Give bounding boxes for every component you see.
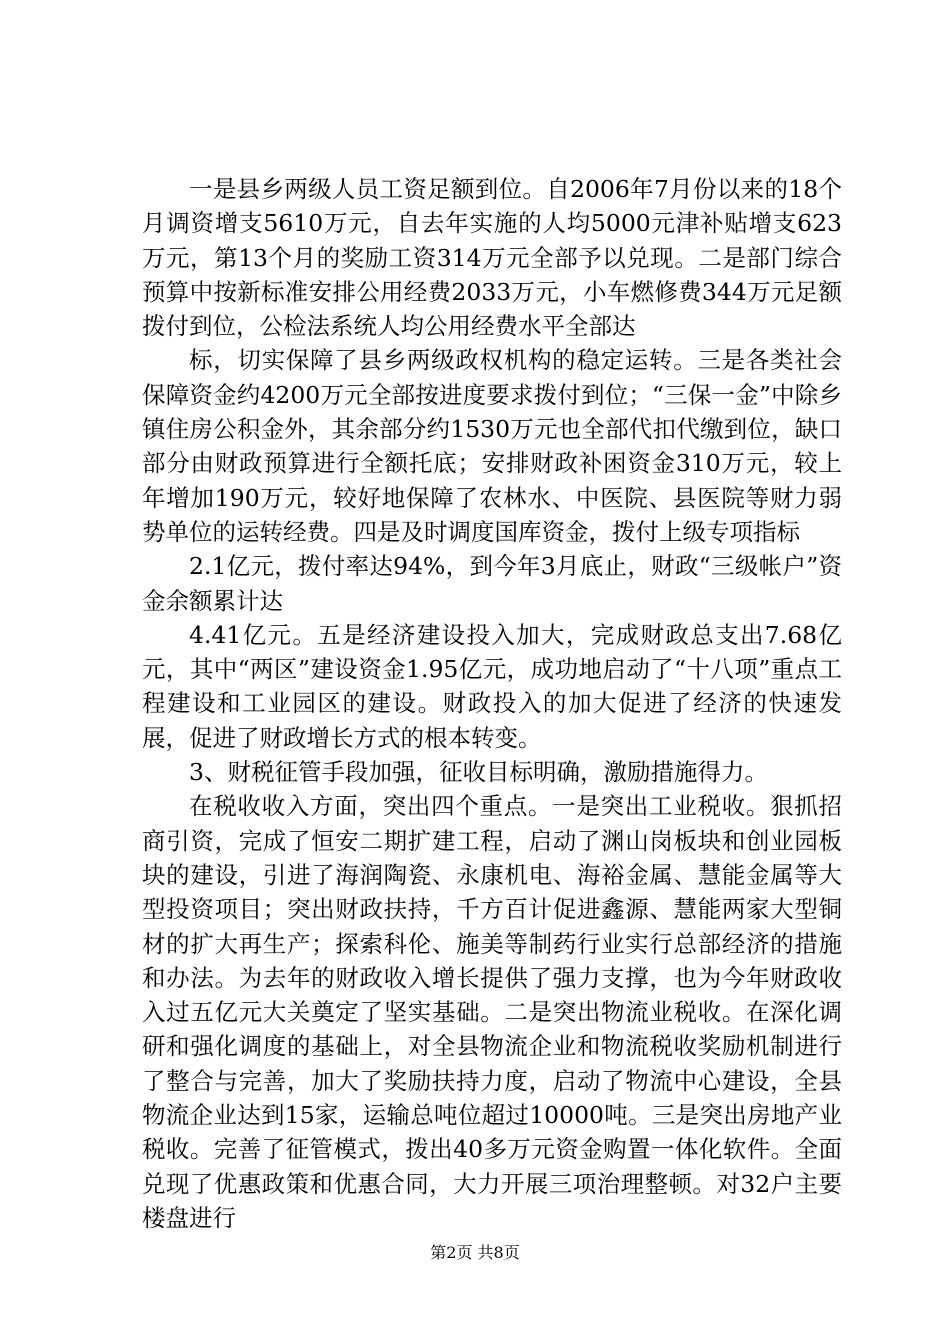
page-number-label: 第2页 共8页 — [430, 1243, 520, 1262]
tax-revenue-paragraph: 在税收收入方面，突出四个重点。一是突出工业税收。狠抓招商引资，完成了恒安二期扩建工程，启动了渊山岗板块和创业园板块的建设，引进了海润陶瓷、永康机电、海裕金属、慧能金属等大型投资项目；突出财政扶持，千方百计促进鑫源、慧能两家大型铜材的扩大再生产；探索科伦、施美等制药行业实行总部经济的措施和办法。为去年的财政收入增长提供了强力支撑，也为今年财政收入过五亿元大关奠定了坚实基础。二是突出物流业税收。在深化调研和强化调度的基础上，对全县物流企业和物流税收奖励机制进行了整合与完善，加大了奖励扶持力度，启动了物流中心建设，全县物流企业达到15家，运输总吨位超过10000吨。三是突出房地产业税收。完善了征管模式，拨出40多万元资金购置一体化软件。全面兑现了优惠政策和优惠合同，大力开展三项治理整顿。对32户主要楼盘进行 — [142, 792, 842, 1232]
allocation-paragraph: 2.1亿元，拨付率达94%，到今年3月底止，财政“三级帐户”资金余额累计达 — [142, 552, 842, 615]
investment-paragraph: 4.41亿元。五是经济建设投入加大，完成财政总支出7.68亿元，其中“两区”建设资金1.95亿元，成功地启动了“十八项”重点工程建设和工业园区的建设。财政投入的加大促进了经济的快速发展，促进了财政增长方式的根本转变。 — [142, 620, 842, 752]
section-heading-paragraph: 3、财税征管手段加强，征收目标明确，激励措施得力。 — [189, 758, 768, 787]
salary-paragraph: 一是县乡两级人员工资足额到位。自2006年7月份以来的18个月调资增支5610万元，自去年实施的人均5000元津补贴增支623万元，第13个月的奖励工资314万元全部予以兑现。二是部门综合预算中按新标准安排公用经费2033万元，小车燃修费344万元足额拨付到位，公检法系统人均公用经费水平全部达 — [142, 175, 842, 341]
document-body — [142, 172, 842, 1235]
page-footer — [0, 1243, 950, 1263]
standards-paragraph: 标，切实保障了县乡两级政权机构的稳定运转。三是各类社会保障资金约4200万元全部按进度要求拨付到位；“三保一金”中除乡镇住房公积金外，其余部分约1530万元也全部代扣代缴到位，缺口部分由财政预算进行全额托底；安排财政补困资金310万元，较上年增加190万元，较好地保障了农林水、中医院、县医院等财力弱势单位的运转经费。四是及时调度国库资金，拨付上级专项指标 — [142, 346, 842, 546]
